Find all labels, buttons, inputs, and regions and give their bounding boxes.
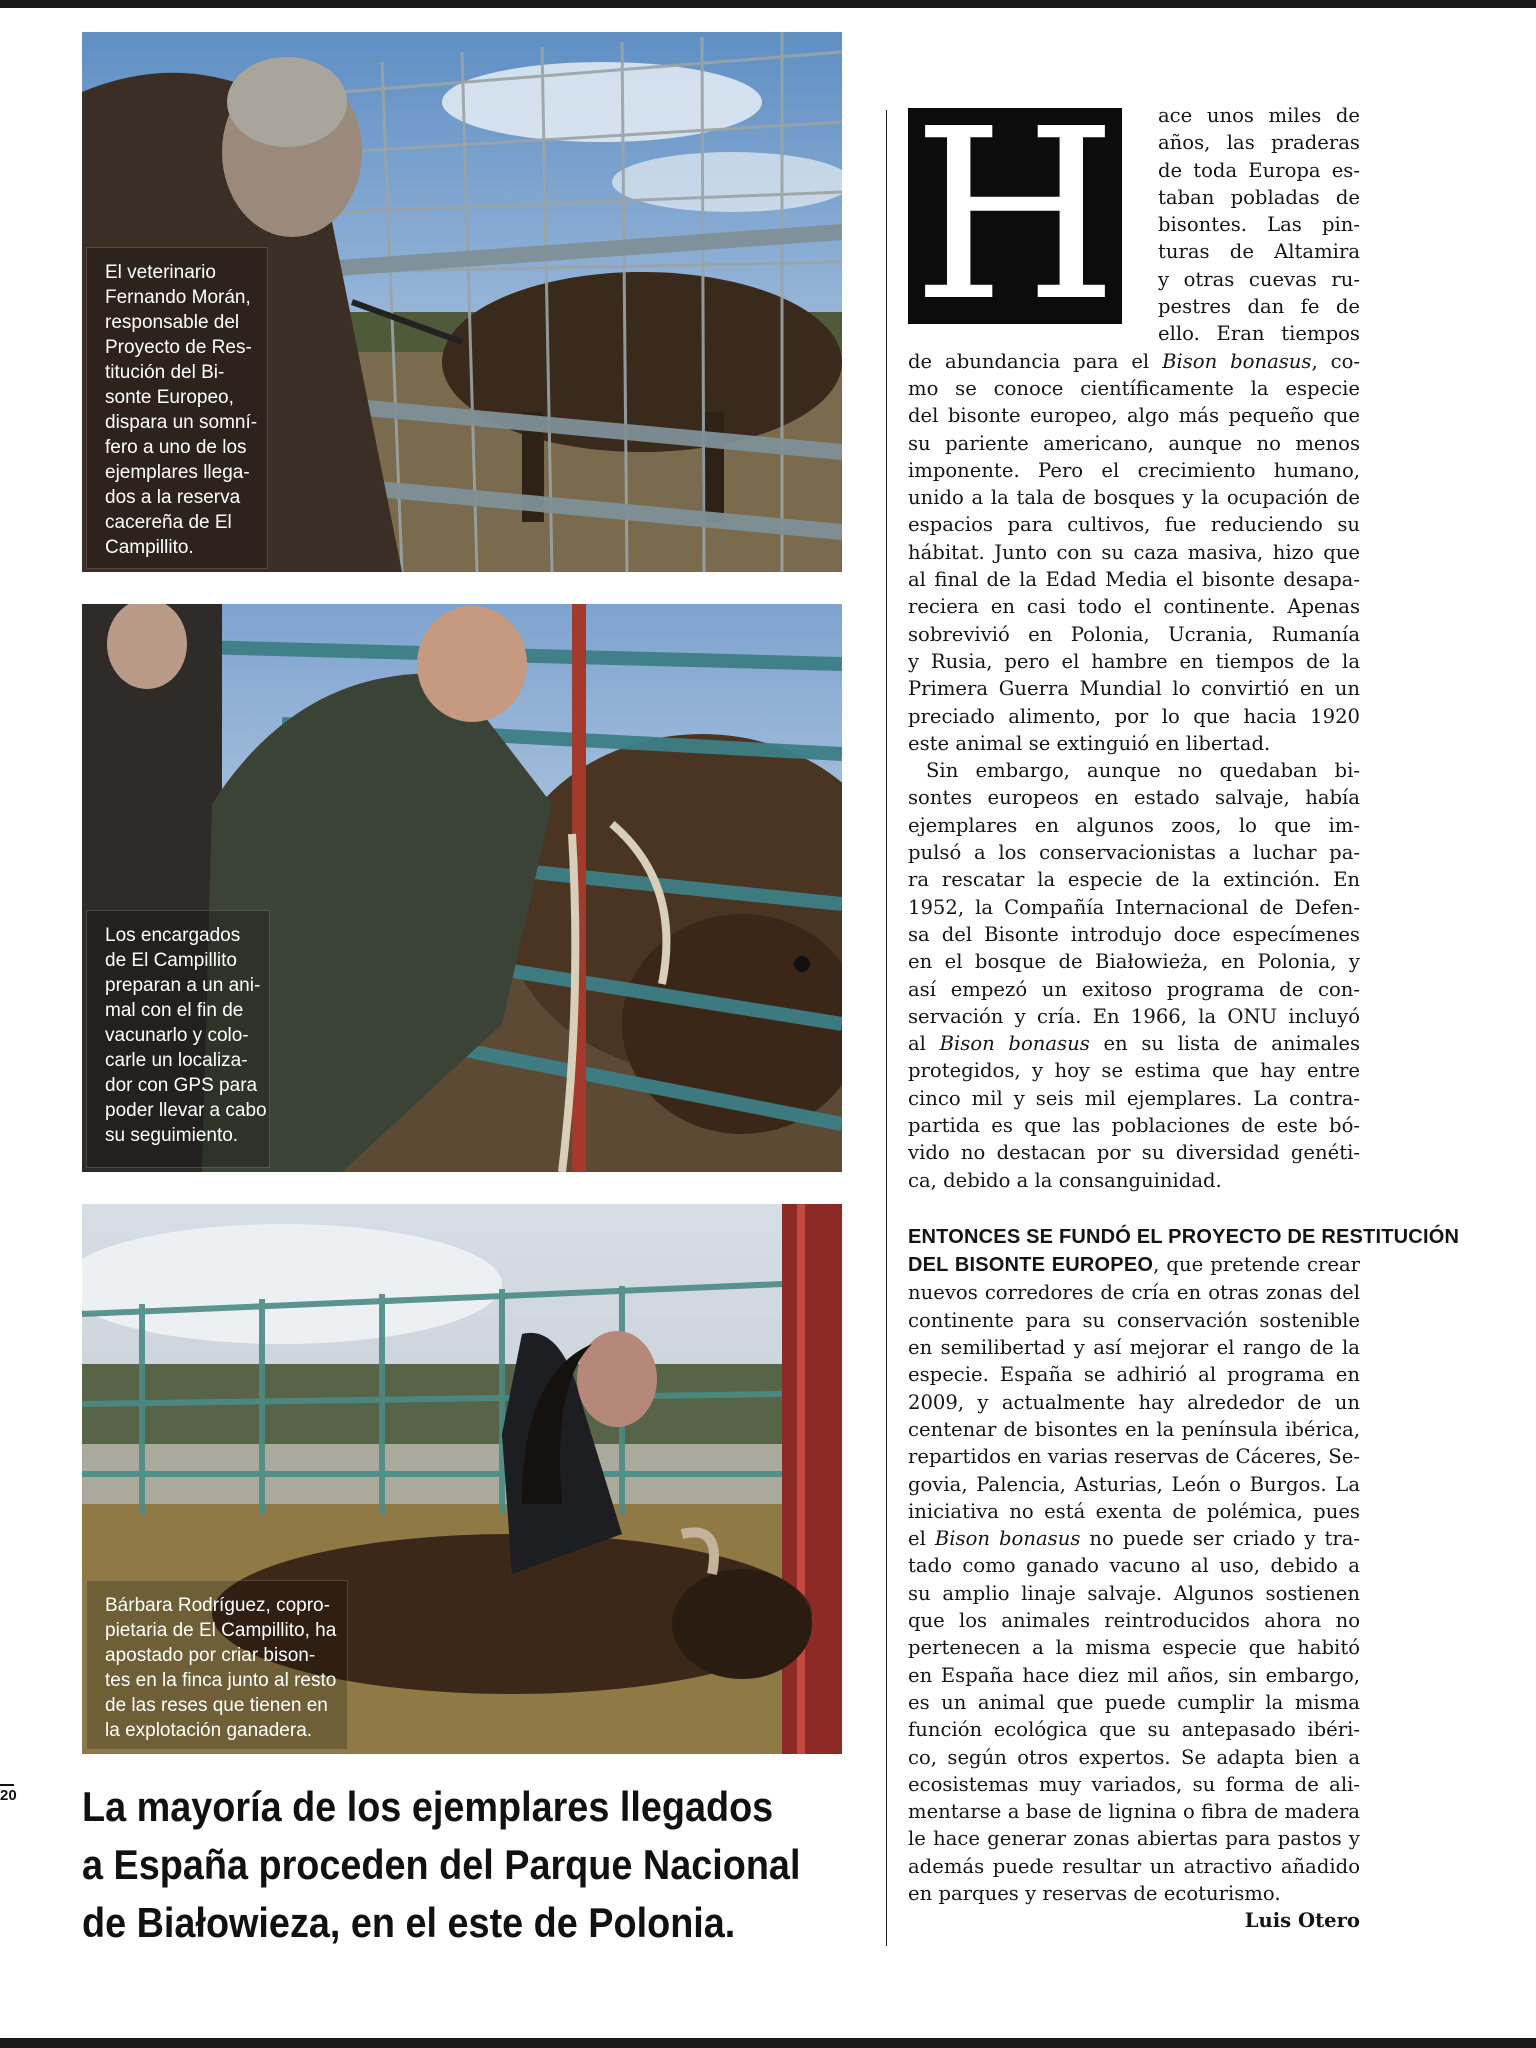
paragraph-line: mentarse a base de lignina o fibra de madera bbox=[908, 1800, 1360, 1824]
paragraph-line: le hace generar zonas abiertas para pastos y bbox=[908, 1827, 1360, 1851]
paragraph-line: iniciativa no está exenta de polémica, pues bbox=[908, 1499, 1360, 1523]
paragraph-line: su pariente americano, aunque no menos bbox=[908, 431, 1360, 455]
paragraph-line: partida es que las poblaciones de este bó- bbox=[908, 1113, 1360, 1137]
section-lead-in-line-2 bbox=[908, 1251, 1360, 1279]
caption-line: cacereña de El bbox=[105, 512, 232, 533]
section-lead-in: ENTONCES SE FUNDÓ EL PROYECTO DE RESTITUCIÓN bbox=[908, 1225, 1460, 1248]
caption-line: pietaria de El Campillito, ha bbox=[105, 1620, 337, 1641]
paragraph-line: co, según otros expertos. Se adapta bien a bbox=[908, 1745, 1360, 1769]
paragraph-line: bisontes. Las pin- bbox=[1158, 213, 1360, 237]
paragraph-line: sa del Bisonte introdujo doce especímenes bbox=[908, 922, 1360, 946]
caption-line: mal con el fin de bbox=[105, 1000, 244, 1021]
paragraph-line: años, las praderas bbox=[1158, 131, 1360, 155]
article-body bbox=[908, 78, 1460, 1934]
paragraph-line: 2009, y actualmente hay alrededor de un bbox=[908, 1390, 1360, 1414]
caption-line: Proyecto de Res- bbox=[105, 337, 252, 358]
caption-line: preparan a un ani- bbox=[105, 975, 261, 996]
paragraph-line: y otras cuevas ru- bbox=[1158, 267, 1360, 291]
paragraph-line: ace unos miles de bbox=[1158, 104, 1360, 127]
caption-line: ejemplares llega- bbox=[105, 462, 250, 483]
paragraph-line: centenar de bisontes en la península ibérica, bbox=[908, 1417, 1360, 1441]
paragraph-line: es un animal que puede cumplir la misma bbox=[908, 1690, 1360, 1714]
paragraph-line: en semilibertad y así mejorar el rango de la bbox=[908, 1336, 1360, 1360]
byline: Luis Otero bbox=[1244, 1909, 1360, 1933]
top-border bbox=[0, 0, 1536, 8]
paragraph-line: , que pretende crear bbox=[1153, 1253, 1360, 1277]
paragraph-line: en parques y reservas de ecoturismo. bbox=[908, 1882, 1281, 1905]
caption-line: Los encargados bbox=[105, 925, 241, 946]
paragraph-line: ra rescatar la especie de la extinción. En bbox=[908, 868, 1360, 892]
paragraph-line: pestres dan fe de bbox=[1158, 295, 1360, 319]
paragraph-line: el Bison bonasus no puede ser criado y tra- bbox=[908, 1527, 1361, 1551]
pull-quote-line: a España proceden del Parque Nacional bbox=[82, 1841, 801, 1888]
paragraph-line: Primera Guerra Mundial lo convirtió en un bbox=[908, 677, 1360, 701]
pull-quote-line: La mayoría de los ejemplares llegados bbox=[82, 1783, 774, 1830]
article-text bbox=[908, 102, 1460, 1934]
paragraph-line: turas de Altamira bbox=[1158, 240, 1360, 264]
caption-line: titución del Bi- bbox=[105, 362, 225, 383]
caption-line: de las reses que tienen en bbox=[105, 1695, 328, 1716]
caption-line: dor con GPS para bbox=[105, 1075, 258, 1096]
column-rule bbox=[886, 110, 887, 1946]
paragraph-line: además puede resultar un atractivo añadido bbox=[908, 1854, 1360, 1878]
paragraph-line: reciera en casi todo el continente. Apenas bbox=[908, 595, 1360, 619]
paragraph-line: al Bison bonasus en su lista de animales bbox=[908, 1032, 1360, 1056]
paragraph-line: sobrevivió en Polonia, Ucrania, Rumanía bbox=[908, 622, 1360, 646]
caption-line: de El Campillito bbox=[105, 950, 237, 971]
paragraph-line: que los animales reintroducidos ahora no bbox=[908, 1609, 1360, 1633]
paragraph-line: ejemplares en algunos zoos, lo que im- bbox=[908, 813, 1360, 837]
paragraph-1 bbox=[908, 348, 1360, 757]
paragraph-line: tado como ganado vacuno al uso, debido a bbox=[908, 1554, 1360, 1578]
caption-line: sonte Europeo, bbox=[105, 387, 234, 408]
photo-handlers-preparing-bison bbox=[82, 604, 842, 1172]
paragraph-line: pulsó a los conservacionistas a luchar pa- bbox=[908, 841, 1360, 865]
paragraph-line: sontes europeos en estado salvaje, había bbox=[908, 786, 1360, 810]
paragraph-line: repartidos en varias reservas de Cáceres, Se- bbox=[908, 1445, 1360, 1469]
paragraph-line: del bisonte europeo, algo más pequeño que bbox=[908, 404, 1360, 428]
caption-line: tes en la finca junto al resto bbox=[105, 1670, 337, 1691]
paragraph-line: pertenecen a la misma especie que habitó bbox=[908, 1636, 1360, 1660]
photo-3-caption bbox=[86, 1580, 348, 1750]
paragraph-2 bbox=[908, 757, 1360, 1194]
photo-1-caption bbox=[86, 247, 268, 569]
paragraph-line: espacios para cultivos, fue reduciendo su bbox=[908, 513, 1360, 537]
paragraph-line: servación y cría. En 1966, la ONU incluyó bbox=[908, 1004, 1360, 1028]
drop-cap: H bbox=[908, 108, 1122, 324]
section-lead-in: DEL BISONTE EUROPEO bbox=[908, 1254, 1154, 1277]
paragraph-line: y Rusia, pero el hambre en tiempos de la bbox=[908, 649, 1360, 673]
paragraph-line: este animal se extinguió en libertad. bbox=[908, 731, 1271, 755]
paragraph-line: especie. España se adhirió al programa en bbox=[908, 1363, 1360, 1387]
paragraph-line: mo se conoce científicamente la especie bbox=[908, 376, 1360, 400]
caption-line: poder llevar a cabo bbox=[105, 1100, 267, 1121]
bottom-border bbox=[0, 2038, 1536, 2048]
photo-2-caption bbox=[86, 910, 270, 1168]
paragraph-line: cinco mil y seis mil ejemplares. La contra- bbox=[908, 1086, 1360, 1110]
caption-line: apostado por criar bison- bbox=[105, 1645, 316, 1666]
paragraph-line: taban pobladas de bbox=[1158, 185, 1360, 209]
caption-line: Fernando Morán, bbox=[105, 287, 251, 308]
paragraph-line: así empezó un exitoso programa de con- bbox=[908, 977, 1360, 1001]
paragraph-line: función ecológica que su antepasado ibéri- bbox=[908, 1718, 1360, 1742]
pull-quote-line: de Białowieza, en el este de Polonia. bbox=[82, 1899, 736, 1946]
photo-barbara-rodriguez-with-bison bbox=[82, 1204, 842, 1754]
caption-line: Bárbara Rodríguez, copro- bbox=[105, 1595, 330, 1616]
paragraph-line: al final de la Edad Media el bisonte desapa- bbox=[908, 568, 1360, 592]
paragraph-line: ca, debido a la consanguinidad. bbox=[908, 1168, 1222, 1192]
caption-line: responsable del bbox=[105, 312, 240, 333]
paragraph-line: de abundancia para el Bison bonasus, co- bbox=[908, 349, 1360, 373]
caption-line: su seguimiento. bbox=[105, 1125, 239, 1146]
paragraph-line: unido a la tala de bosques y la ocupación de bbox=[908, 486, 1360, 510]
caption-line: carle un localiza- bbox=[105, 1050, 248, 1071]
paragraph-line: su amplio linaje salvaje. Algunos sostienen bbox=[908, 1581, 1360, 1605]
paragraph-line: Sin embargo, aunque no quedaban bi- bbox=[926, 759, 1360, 783]
caption-line: dos a la reserva bbox=[105, 487, 241, 508]
caption-line: Campillito. bbox=[105, 537, 194, 558]
paragraph-line: ecosistemas muy variados, su forma de ali- bbox=[908, 1772, 1360, 1796]
caption-line: El veterinario bbox=[105, 262, 216, 283]
paragraph-line: en España hace diez mil años, sin embargo, bbox=[908, 1663, 1360, 1687]
paragraph-line: 1952, la Compañía Internacional de Defen- bbox=[908, 895, 1360, 919]
pull-quote bbox=[82, 1778, 801, 1952]
paragraph-line: ello. Eran tiempos bbox=[1158, 322, 1360, 346]
paragraph-line: imponente. Pero el crecimiento humano, bbox=[908, 458, 1360, 482]
photo-veterinarian-darting-bison bbox=[82, 32, 842, 572]
paragraph-line: protegidos, y hoy se estima que hay entre bbox=[908, 1059, 1360, 1083]
paragraph-line: nuevos corredores de cría en otras zonas del bbox=[908, 1281, 1360, 1305]
caption-line: fero a uno de los bbox=[105, 437, 247, 458]
caption-line: dispara un somní- bbox=[105, 412, 258, 433]
paragraph-3 bbox=[908, 1224, 1460, 1907]
paragraph-line: preciado alimento, por lo que hacia 1920 bbox=[908, 704, 1360, 728]
caption-line: vacunarlo y colo- bbox=[105, 1025, 249, 1046]
paragraph-line: de toda Europa es- bbox=[1158, 158, 1360, 182]
paragraph-line: continente para su conservación sostenible bbox=[908, 1308, 1360, 1332]
paragraph-line: vido no destacan por su diversidad genéti- bbox=[908, 1141, 1360, 1165]
paragraph-line: govia, Palencia, Asturias, León o Burgos. La bbox=[908, 1472, 1360, 1496]
paragraph-line: hábitat. Junto con su caza masiva, hizo que bbox=[908, 540, 1360, 564]
paragraph-line: en el bosque de Białowieża, en Polonia, y bbox=[908, 950, 1360, 974]
caption-line: la explotación ganadera. bbox=[105, 1720, 313, 1741]
page-number: 20 bbox=[0, 1784, 14, 1805]
